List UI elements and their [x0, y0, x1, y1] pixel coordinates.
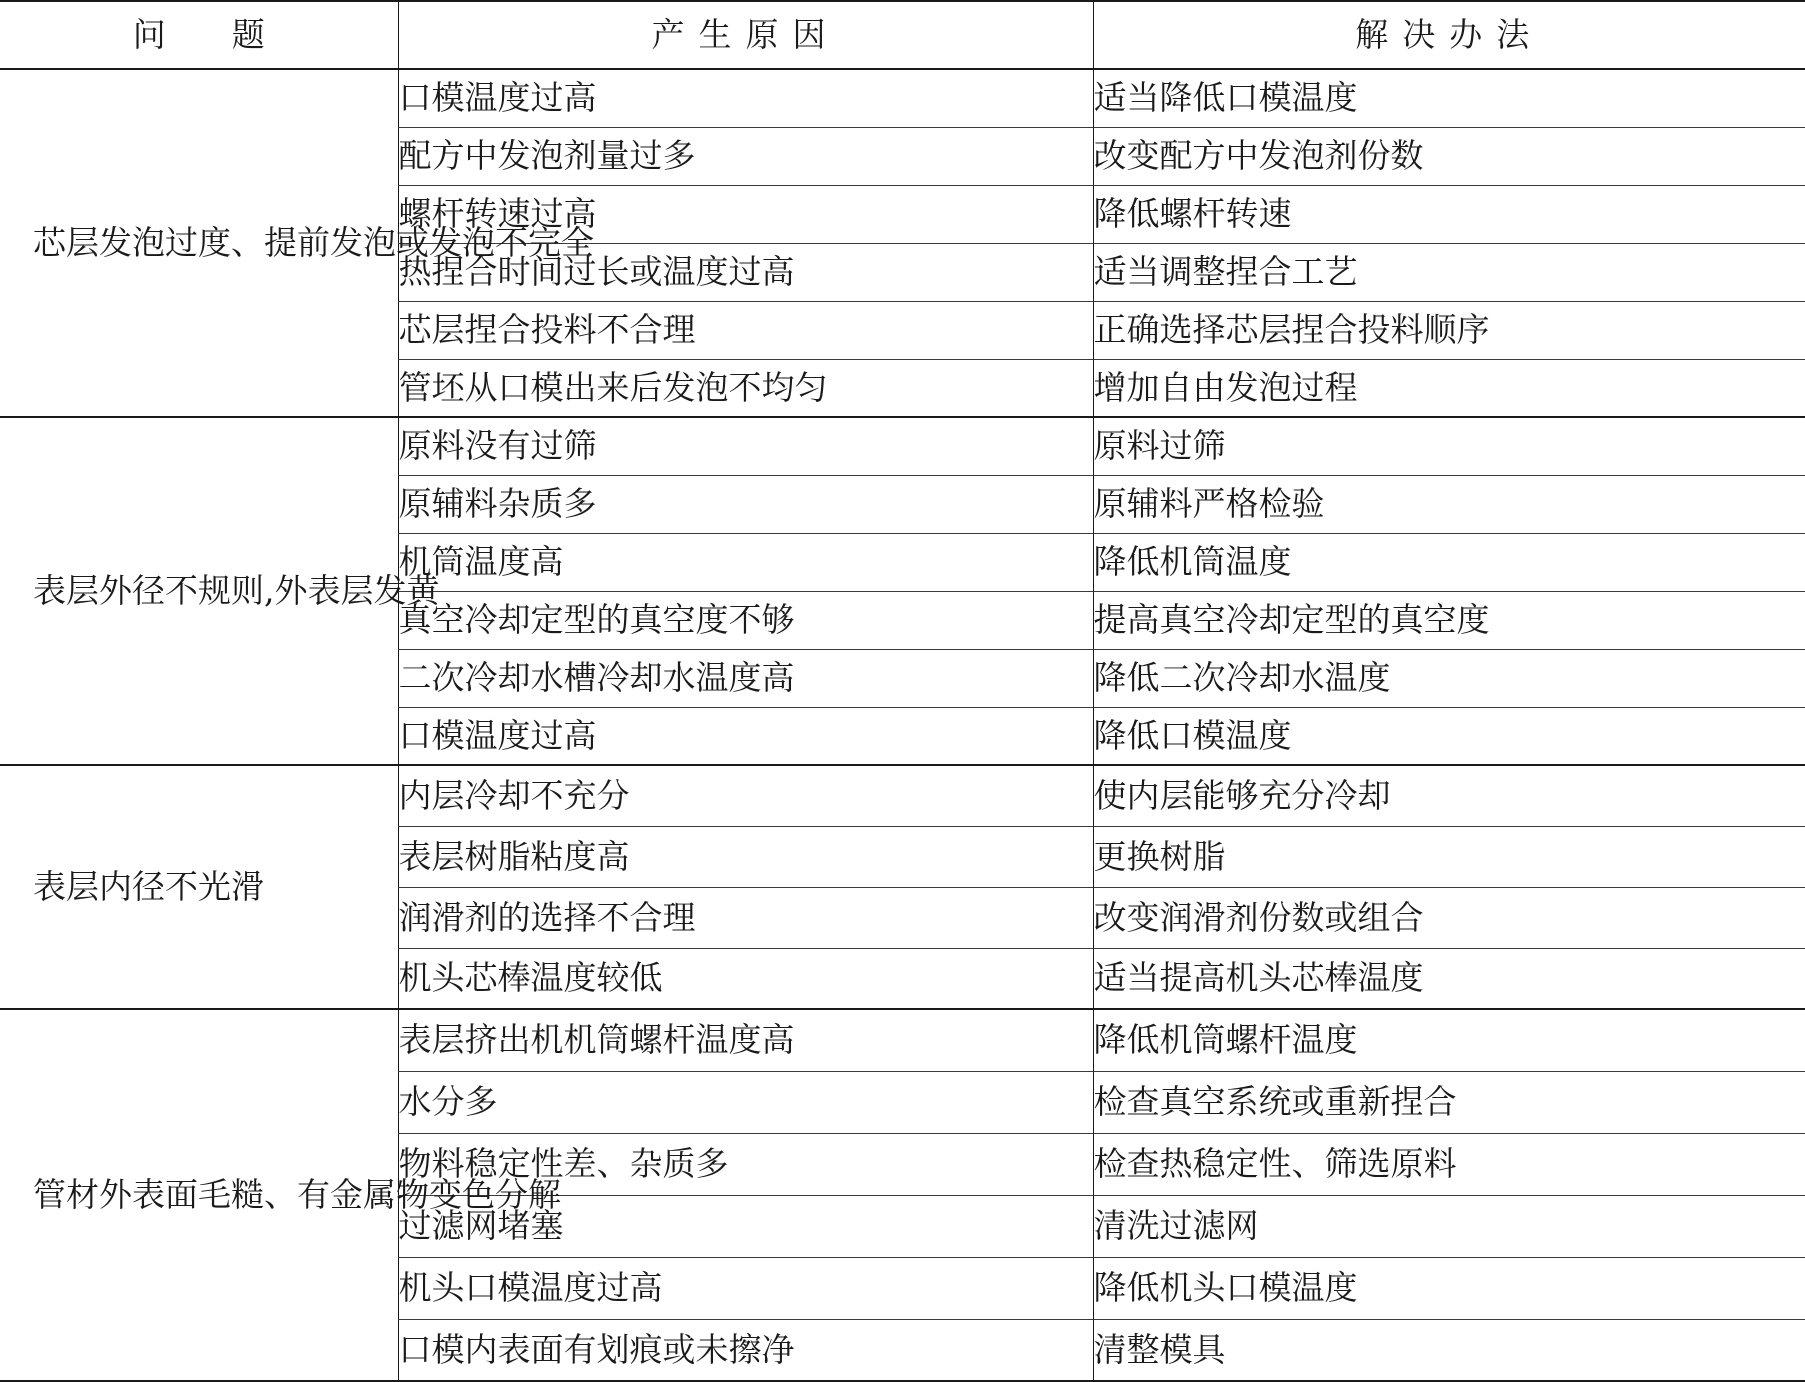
- solution-cell: 增加自由发泡过程: [1093, 359, 1805, 417]
- solution-cell: 改变润滑剂份数或组合: [1093, 887, 1805, 948]
- header-row: [0, 1, 1805, 69]
- table-row: [0, 417, 1805, 475]
- cause-cell: 表层挤出机机筒螺杆温度高: [398, 1009, 1093, 1071]
- table-row: [0, 69, 1805, 127]
- problem-cell: 管材外表面毛糙、有金属物变色分解: [0, 1009, 398, 1381]
- header-solution: 解决办法: [1093, 1, 1805, 69]
- table-row: [0, 765, 1805, 826]
- cause-cell: 热捏合时间过长或温度过高: [398, 243, 1093, 301]
- cause-cell: 润滑剂的选择不合理: [398, 887, 1093, 948]
- table-row: [0, 1009, 1805, 1071]
- solution-cell: 更换树脂: [1093, 826, 1805, 887]
- cause-cell: 物料稳定性差、杂质多: [398, 1133, 1093, 1195]
- cause-cell: 芯层捏合投料不合理: [398, 301, 1093, 359]
- problem-cell: 表层外径不规则,外表层发黄: [0, 417, 398, 765]
- solution-cell: 使内层能够充分冷却: [1093, 765, 1805, 826]
- solution-cell: 降低螺杆转速: [1093, 185, 1805, 243]
- cause-cell: 螺杆转速过高: [398, 185, 1093, 243]
- solution-cell: 降低机筒螺杆温度: [1093, 1009, 1805, 1071]
- solution-cell: 适当提高机头芯棒温度: [1093, 948, 1805, 1009]
- solution-cell: 改变配方中发泡剂份数: [1093, 127, 1805, 185]
- cause-cell: 表层树脂粘度高: [398, 826, 1093, 887]
- cause-cell: 二次冷却水槽冷却水温度高: [398, 649, 1093, 707]
- cause-cell: 口模温度过高: [398, 707, 1093, 765]
- solution-cell: 检查热稳定性、筛选原料: [1093, 1133, 1805, 1195]
- cause-cell: 口模温度过高: [398, 69, 1093, 127]
- solution-cell: 降低机筒温度: [1093, 533, 1805, 591]
- solution-cell: 降低口模温度: [1093, 707, 1805, 765]
- solution-cell: 适当调整捏合工艺: [1093, 243, 1805, 301]
- solution-cell: 降低二次冷却水温度: [1093, 649, 1805, 707]
- cause-cell: 口模内表面有划痕或未擦净: [398, 1319, 1093, 1381]
- problem-cell: 芯层发泡过度、提前发泡或发泡不完全: [0, 69, 398, 417]
- cause-cell: 机头芯棒温度较低: [398, 948, 1093, 1009]
- solution-cell: 提高真空冷却定型的真空度: [1093, 591, 1805, 649]
- cause-cell: 管坯从口模出来后发泡不均匀: [398, 359, 1093, 417]
- solution-cell: 清洗过滤网: [1093, 1195, 1805, 1257]
- cause-cell: 过滤网堵塞: [398, 1195, 1093, 1257]
- header-cause: 产生原因: [398, 1, 1093, 69]
- cause-cell: 水分多: [398, 1071, 1093, 1133]
- solution-cell: 降低机头口模温度: [1093, 1257, 1805, 1319]
- cause-cell: 原辅料杂质多: [398, 475, 1093, 533]
- solution-cell: 原料过筛: [1093, 417, 1805, 475]
- solution-cell: 清整模具: [1093, 1319, 1805, 1381]
- solution-cell: 检查真空系统或重新捏合: [1093, 1071, 1805, 1133]
- header-problem-char-1: 问: [132, 15, 166, 54]
- cause-cell: 内层冷却不充分: [398, 765, 1093, 826]
- cause-cell: 真空冷却定型的真空度不够: [398, 591, 1093, 649]
- solution-cell: 原辅料严格检验: [1093, 475, 1805, 533]
- cause-cell: 原料没有过筛: [398, 417, 1093, 475]
- solution-cell: 正确选择芯层捏合投料顺序: [1093, 301, 1805, 359]
- solution-cell: 适当降低口模温度: [1093, 69, 1805, 127]
- cause-cell: 机头口模温度过高: [398, 1257, 1093, 1319]
- header-problem: [0, 1, 398, 69]
- header-problem-char-2: 题: [231, 15, 265, 54]
- cause-cell: 配方中发泡剂量过多: [398, 127, 1093, 185]
- cause-cell: 机筒温度高: [398, 533, 1093, 591]
- problem-cell: 表层内径不光滑: [0, 765, 398, 1009]
